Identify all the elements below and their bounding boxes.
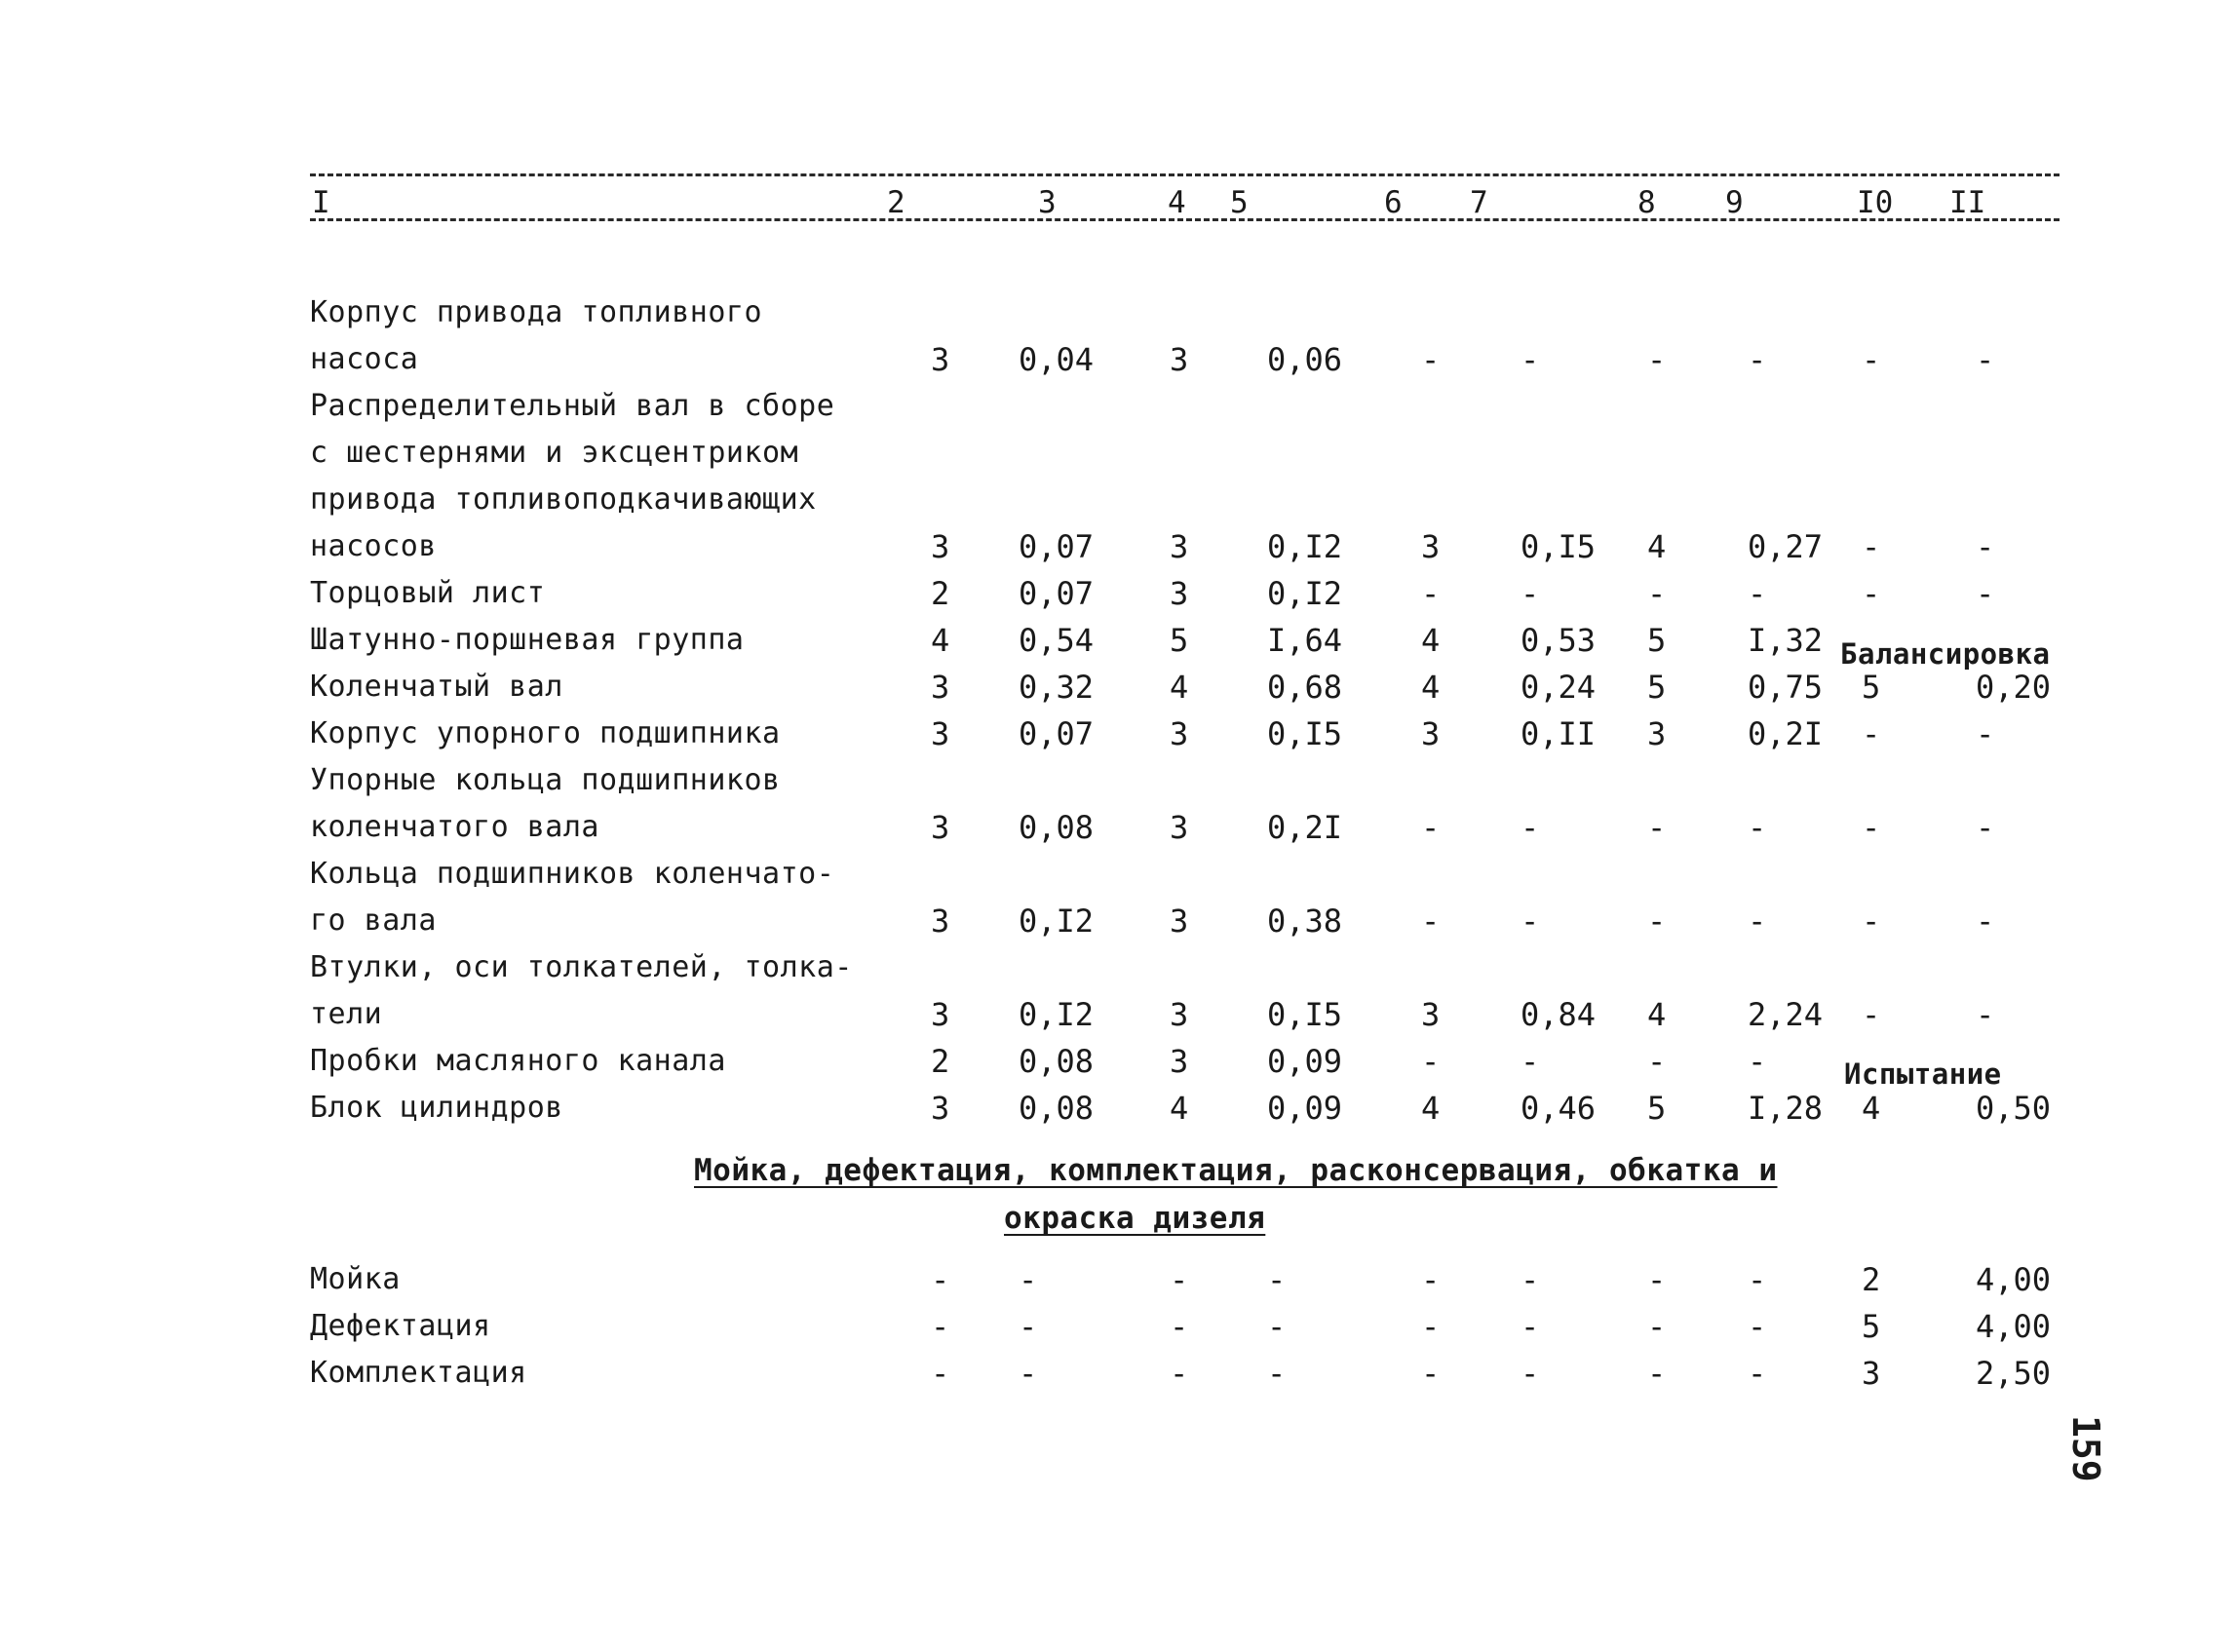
table-cell: 0,68 — [1267, 669, 1343, 706]
table-cell: - — [1421, 1261, 1441, 1298]
table-cell: 4,00 — [1976, 1308, 2052, 1345]
table-cell: 4,00 — [1976, 1261, 2052, 1298]
table-cell: 0,I5 — [1267, 996, 1343, 1033]
column-header: 6 — [1384, 185, 1403, 220]
table-cell: 3 — [1170, 809, 1189, 846]
table-cell: - — [1647, 903, 1667, 940]
table-cell: - — [1976, 341, 1995, 378]
table-cell: - — [1862, 715, 1881, 752]
column-header: II — [1949, 185, 1986, 220]
table-cell: - — [1862, 528, 1881, 565]
row-name-line: Коленчатый вал — [310, 670, 563, 704]
table-cell: - — [1976, 575, 1995, 612]
table-cell: 0,06 — [1267, 341, 1343, 378]
table-cell: 4 — [931, 622, 950, 659]
row-name-line: Корпус упорного подшипника — [310, 716, 781, 750]
table-cell: 4 — [1170, 669, 1189, 706]
row-name-line: тели — [310, 997, 383, 1031]
table-cell: 3 — [931, 528, 950, 565]
table-cell: - — [1748, 1308, 1767, 1345]
table-cell: 4 — [1647, 528, 1667, 565]
table-cell: 0,08 — [1019, 1090, 1095, 1127]
table-cell: - — [1421, 809, 1441, 846]
table-cell: 0,2I — [1267, 809, 1343, 846]
table-cell: - — [1976, 903, 1995, 940]
table-cell: 3 — [1421, 528, 1441, 565]
table-cell: 0,I2 — [1019, 903, 1095, 940]
table-cell: 0,53 — [1521, 622, 1597, 659]
table-cell: - — [1976, 996, 1995, 1033]
table-cell: - — [1976, 809, 1995, 846]
table-cell: - — [1521, 341, 1540, 378]
table-cell: - — [1647, 341, 1667, 378]
row-name-line: коленчатого вала — [310, 810, 599, 844]
table-cell: - — [931, 1308, 950, 1345]
table-cell: 2,24 — [1748, 996, 1824, 1033]
table-cell: - — [1862, 996, 1881, 1033]
table-cell: 4 — [1421, 622, 1441, 659]
table-cell: 0,75 — [1748, 669, 1824, 706]
table-cell: - — [1267, 1261, 1287, 1298]
table-cell: - — [1862, 809, 1881, 846]
table-cell: 0,II — [1521, 715, 1597, 752]
table-cell: 5 — [1647, 622, 1667, 659]
table-cell: - — [1019, 1308, 1038, 1345]
table-cell: 5 — [1862, 669, 1881, 706]
table-cell: - — [1647, 575, 1667, 612]
section-title-line-2: окраска дизеля — [1004, 1201, 1266, 1236]
table-cell: 3 — [931, 903, 950, 940]
table-cell: 3 — [1170, 996, 1189, 1033]
row-name-line: Мойка — [310, 1262, 401, 1296]
table-cell: - — [1421, 1355, 1441, 1392]
table-cell: 0,04 — [1019, 341, 1095, 378]
table-cell: 3 — [1647, 715, 1667, 752]
table-cell: 0,I5 — [1267, 715, 1343, 752]
table-cell: - — [1647, 1308, 1667, 1345]
table-cell: 0,07 — [1019, 528, 1095, 565]
testing-label: Испытание — [1844, 1057, 2002, 1091]
table-cell: 0,84 — [1521, 996, 1597, 1033]
row-name-line: Корпус привода топливного — [310, 295, 763, 329]
table-cell: 5 — [1862, 1308, 1881, 1345]
table-cell: 5 — [1170, 622, 1189, 659]
table-cell: I,64 — [1267, 622, 1343, 659]
table-cell: - — [1421, 903, 1441, 940]
table-cell: 0,08 — [1019, 809, 1095, 846]
row-name-line: Втулки, оси толкателей, толка- — [310, 950, 853, 984]
table-cell: - — [1748, 1355, 1767, 1392]
table-cell: 0,2I — [1748, 715, 1824, 752]
table-cell: 0,46 — [1521, 1090, 1597, 1127]
row-name-line: насоса — [310, 342, 419, 376]
table-cell: - — [1862, 575, 1881, 612]
table-cell: 3 — [931, 809, 950, 846]
column-header: 7 — [1470, 185, 1488, 220]
table-cell: 2,50 — [1976, 1355, 2052, 1392]
column-header: 8 — [1637, 185, 1656, 220]
table-cell: 3 — [1170, 575, 1189, 612]
table-cell: - — [1421, 1308, 1441, 1345]
table-cell: - — [1521, 809, 1540, 846]
table-cell: - — [1748, 1043, 1767, 1080]
row-name-line: Шатунно-поршневая группа — [310, 623, 745, 657]
table-cell: 3 — [1170, 903, 1189, 940]
table-cell: 0,32 — [1019, 669, 1095, 706]
column-header: 9 — [1725, 185, 1744, 220]
row-name-line: Торцовый лист — [310, 576, 546, 610]
table-cell: 5 — [1647, 1090, 1667, 1127]
table-cell: - — [1521, 1355, 1540, 1392]
table-cell: 4 — [1421, 1090, 1441, 1127]
table-cell: 0,27 — [1748, 528, 1824, 565]
table-cell: 0,54 — [1019, 622, 1095, 659]
column-header: 4 — [1168, 185, 1186, 220]
table-cell: 0,38 — [1267, 903, 1343, 940]
table-cell: - — [1019, 1261, 1038, 1298]
table-cell: 3 — [931, 341, 950, 378]
column-header: 3 — [1038, 185, 1057, 220]
table-cell: 2 — [1862, 1261, 1881, 1298]
table-cell: 4 — [1170, 1090, 1189, 1127]
table-cell: - — [1521, 1261, 1540, 1298]
table-cell: - — [1170, 1261, 1189, 1298]
row-name-line: Дефектация — [310, 1309, 491, 1343]
table-cell: 5 — [1647, 669, 1667, 706]
table-cell: I,32 — [1748, 622, 1824, 659]
table-cell: - — [1421, 575, 1441, 612]
table-cell: 0,09 — [1267, 1090, 1343, 1127]
table-cell: 3 — [931, 669, 950, 706]
table-cell: - — [1748, 809, 1767, 846]
table-cell: 2 — [931, 1043, 950, 1080]
table-cell: - — [1521, 1308, 1540, 1345]
table-cell: - — [1267, 1308, 1287, 1345]
table-cell: - — [1647, 1355, 1667, 1392]
table-cell: 0,20 — [1976, 669, 2052, 706]
table-cell: - — [1748, 341, 1767, 378]
table-cell: 2 — [931, 575, 950, 612]
table-cell: 0,50 — [1976, 1090, 2052, 1127]
table-cell: 3 — [931, 996, 950, 1033]
table-cell: - — [931, 1355, 950, 1392]
table-cell: 4 — [1647, 996, 1667, 1033]
row-name-line: Кольца подшипников коленчато- — [310, 857, 835, 891]
table-cell: 3 — [1170, 528, 1189, 565]
section-title-line-1: Мойка, дефектация, комплектация, расконсервация, обкатка и — [694, 1153, 1778, 1188]
table-cell: - — [1862, 903, 1881, 940]
row-name-line: Упорные кольца подшипников — [310, 763, 781, 797]
table-cell: 0,24 — [1521, 669, 1597, 706]
table-cell: I,28 — [1748, 1090, 1824, 1127]
table-cell: 0,07 — [1019, 715, 1095, 752]
table-cell: - — [1521, 1043, 1540, 1080]
row-name-line: Распределительный вал в сборе — [310, 389, 835, 423]
row-name-line: Пробки масляного канала — [310, 1044, 726, 1078]
table-cell: 3 — [1170, 341, 1189, 378]
table-cell: - — [1976, 528, 1995, 565]
table-cell: 0,I2 — [1019, 996, 1095, 1033]
table-cell: - — [1521, 575, 1540, 612]
table-cell: 3 — [1862, 1355, 1881, 1392]
table-cell: - — [1748, 575, 1767, 612]
table-cell: - — [1267, 1355, 1287, 1392]
table-cell: - — [1748, 1261, 1767, 1298]
table-cell: 4 — [1421, 669, 1441, 706]
table-cell: - — [1170, 1355, 1189, 1392]
table-cell: 3 — [1170, 715, 1189, 752]
column-header: 5 — [1230, 185, 1249, 220]
row-name-line: привода топливоподкачивающих — [310, 482, 817, 517]
table-cell: 0,I5 — [1521, 528, 1597, 565]
page-number: 159 — [2064, 1415, 2107, 1482]
table-cell: 3 — [931, 715, 950, 752]
column-header: I — [312, 185, 330, 220]
table-cell: - — [1647, 1043, 1667, 1080]
row-name-line: Блок цилиндров — [310, 1091, 563, 1125]
table-cell: 0,08 — [1019, 1043, 1095, 1080]
table-cell: - — [1647, 1261, 1667, 1298]
table-cell: - — [1647, 809, 1667, 846]
table-cell: - — [931, 1261, 950, 1298]
table-cell: 0,I2 — [1267, 575, 1343, 612]
table-cell: 4 — [1862, 1090, 1881, 1127]
column-header: I0 — [1857, 185, 1894, 220]
table-cell: - — [1019, 1355, 1038, 1392]
table-cell: - — [1748, 903, 1767, 940]
header-rule-top — [310, 173, 2060, 176]
row-name-line: Комплектация — [310, 1356, 527, 1390]
table-cell: 0,09 — [1267, 1043, 1343, 1080]
table-cell: - — [1421, 1043, 1441, 1080]
table-cell: - — [1421, 341, 1441, 378]
column-header: 2 — [887, 185, 905, 220]
row-name-line: с шестернями и эксцентриком — [310, 436, 799, 470]
table-cell: - — [1976, 715, 1995, 752]
table-cell: - — [1862, 341, 1881, 378]
row-name-line: го вала — [310, 903, 437, 938]
table-cell: 3 — [1170, 1043, 1189, 1080]
table-cell: - — [1521, 903, 1540, 940]
balancing-label: Балансировка — [1840, 637, 2051, 671]
table-cell: 3 — [1421, 715, 1441, 752]
table-cell: 3 — [931, 1090, 950, 1127]
row-name-line: насосов — [310, 529, 437, 563]
table-cell: 3 — [1421, 996, 1441, 1033]
table-cell: 0,I2 — [1267, 528, 1343, 565]
table-cell: - — [1170, 1308, 1189, 1345]
table-cell: 0,07 — [1019, 575, 1095, 612]
